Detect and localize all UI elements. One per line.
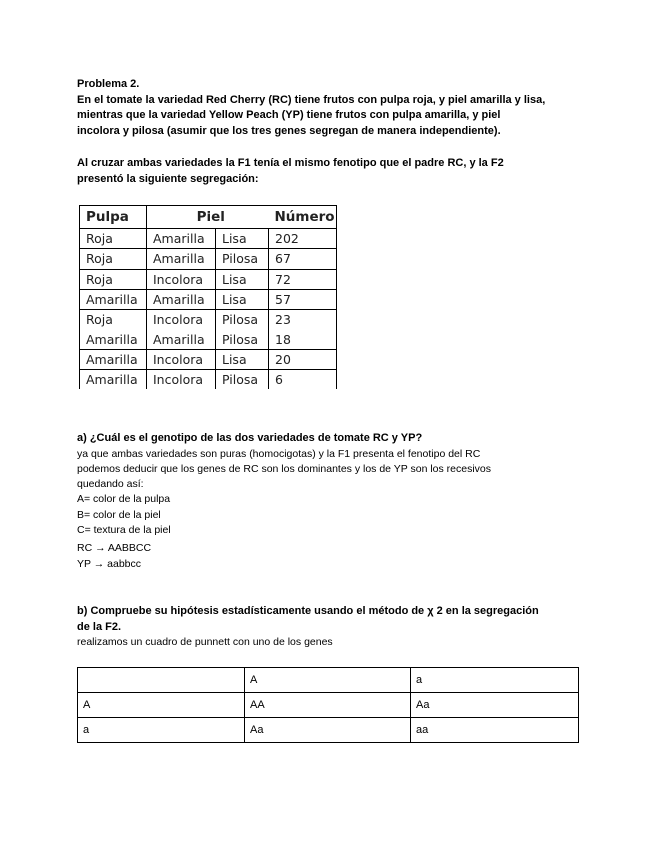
cell-piel-color: Incolora xyxy=(147,349,216,369)
cell-numero: 23 xyxy=(275,312,291,328)
question-b-title-line: b) Compruebe su hipótesis estadísticamente usando el método de χ 2 en la segregación xyxy=(77,605,539,617)
cross-line: presentó la siguiente segregación: xyxy=(77,172,259,185)
cell-piel-textura: Pilosa xyxy=(216,249,269,269)
answer-line: A= color de la pulpa xyxy=(77,493,171,506)
punnett-cell: Aa xyxy=(245,718,411,743)
answer-line: YP → aabbcc xyxy=(77,557,142,570)
cell-piel-color: Amarilla xyxy=(147,289,216,309)
cell-piel-textura: Pilosa xyxy=(216,370,269,390)
answer-line: quedando así: xyxy=(77,478,144,491)
cell-numero: 18 xyxy=(269,329,337,349)
cell-piel-textura: Lisa xyxy=(216,289,269,309)
punnett-row xyxy=(78,668,579,693)
segregation-header-row xyxy=(80,206,337,229)
cross-description xyxy=(77,156,504,187)
cell-pulpa: Roja xyxy=(80,249,147,269)
intro-line: incolora y pilosa (asumir que los tres genes segregan de manera independiente). xyxy=(77,124,501,137)
cell-pulpa: Amarilla xyxy=(80,370,147,390)
punnett-row xyxy=(78,693,579,718)
header-pulpa: Pulpa xyxy=(80,206,147,229)
cell-pulpa: Amarilla xyxy=(80,349,147,369)
table-row xyxy=(80,289,337,309)
answer-line: ya que ambas variedades son puras (homocigotas) y la F1 presenta el fenotipo del RC xyxy=(77,447,481,460)
table-row xyxy=(80,370,337,390)
problem-statement xyxy=(77,77,545,139)
answer-line: podemos deducir que los genes de RC son los dominantes y los de YP son los recesivos xyxy=(77,462,492,475)
cell-piel-textura: Lisa xyxy=(216,349,269,369)
punnett-row xyxy=(78,718,579,743)
cell-piel-color: Incolora xyxy=(147,269,216,289)
question-a-section xyxy=(77,431,491,572)
table-row xyxy=(80,229,337,249)
table-row xyxy=(80,329,337,349)
punnett-cell: AA xyxy=(245,693,411,718)
punnett-cell: A xyxy=(245,668,411,693)
intro-line: En el tomate la variedad Red Cherry (RC) tiene frutos con pulpa roja, y piel amarilla y lisa, xyxy=(77,93,546,106)
table-row xyxy=(80,310,337,330)
punnett-cell: A xyxy=(78,693,245,718)
cell-piel-color: Incolora xyxy=(147,370,216,390)
cell-piel-textura: Lisa xyxy=(216,269,269,289)
cell-piel-color: Amarilla xyxy=(147,229,216,249)
punnett-cell: a xyxy=(411,668,579,693)
cell-pulpa: Roja xyxy=(80,269,147,289)
table-row xyxy=(80,249,337,269)
cell-piel-textura: Lisa xyxy=(216,229,269,249)
cell-piel-textura: Pilosa xyxy=(216,329,269,349)
punnett-cell xyxy=(78,668,245,693)
punnett-cell: Aa xyxy=(411,693,579,718)
cell-pulpa: Roja xyxy=(80,310,147,330)
cell-numero: 202 xyxy=(269,229,337,249)
cell-piel-textura: Pilosa xyxy=(216,310,269,330)
cell-pulpa: Amarilla xyxy=(80,289,147,309)
cell-pulpa: Roja xyxy=(80,229,147,249)
header-numero: Número xyxy=(269,206,337,229)
cell-numero: 6 xyxy=(275,372,283,388)
answer-line: C= textura de la piel xyxy=(77,523,171,536)
cell-numero: 67 xyxy=(269,249,337,269)
punnett-square xyxy=(77,667,579,743)
question-b-title-line: de la F2. xyxy=(77,620,122,633)
table-row xyxy=(80,349,337,369)
cell-numero: 57 xyxy=(269,289,337,309)
problem-title: Problema 2. xyxy=(77,78,140,90)
punnett-cell: a xyxy=(78,718,245,743)
cell-piel-color: Incolora xyxy=(147,310,216,330)
question-b-answer: realizamos un cuadro de punnett con uno de los genes xyxy=(77,636,333,648)
segregation-table xyxy=(79,205,337,389)
table-row xyxy=(80,269,337,289)
punnett-cell: aa xyxy=(411,718,579,743)
cell-piel-color: Amarilla xyxy=(147,329,216,349)
question-a-title: a) ¿Cuál es el genotipo de las dos variedades de tomate RC y YP? xyxy=(77,432,423,444)
cross-line: Al cruzar ambas variedades la F1 tenía el mismo fenotipo que el padre RC, y la F2 xyxy=(77,157,504,169)
answer-line: B= color de la piel xyxy=(77,508,161,521)
cell-pulpa: Amarilla xyxy=(80,329,147,349)
cell-numero: 20 xyxy=(269,349,337,369)
answer-line: RC → AABBCC xyxy=(77,542,152,555)
question-b-section xyxy=(77,604,539,650)
cell-piel-color: Amarilla xyxy=(147,249,216,269)
intro-line: mientras que la variedad Yellow Peach (YP) tiene frutos con pulpa amarilla, y piel xyxy=(77,109,501,121)
header-piel: Piel xyxy=(147,206,269,229)
cell-numero: 72 xyxy=(269,269,337,289)
